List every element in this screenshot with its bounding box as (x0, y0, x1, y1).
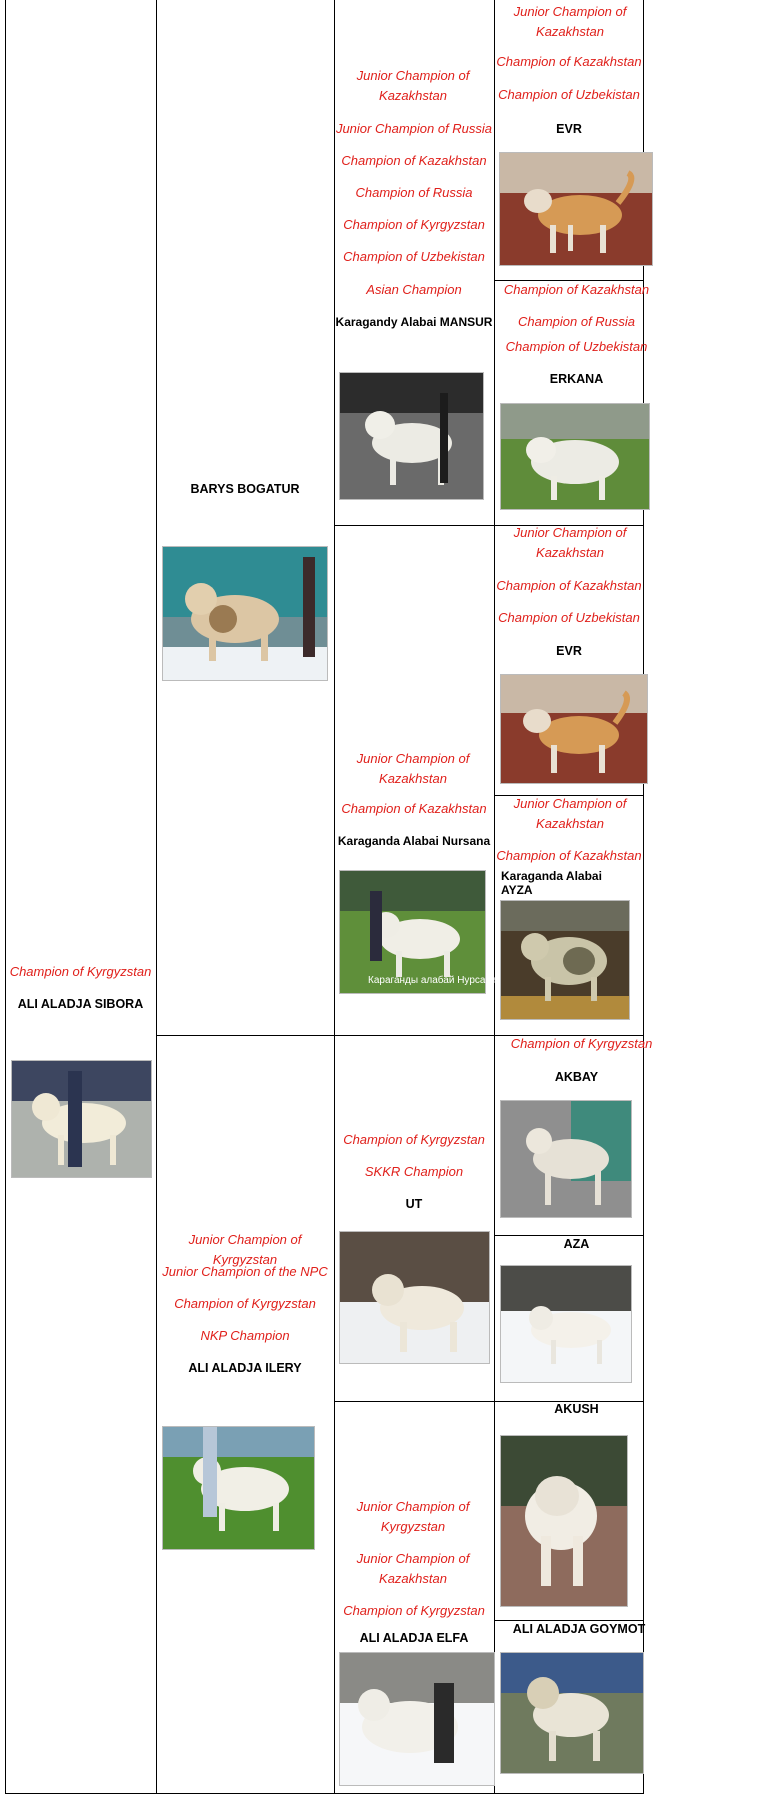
ancestor-title: Champion of Kazakhstan (503, 282, 650, 297)
ancestor-title: Champion of Kazakhstan (341, 801, 487, 816)
dog-photo (500, 1435, 628, 1607)
table-border-right (643, 0, 644, 1793)
ancestor-name: UT (405, 1197, 423, 1211)
ancestor-title: Champion of Uzbekistan (498, 87, 640, 102)
ancestor-name: EVR (556, 644, 582, 658)
dog-photo (500, 674, 648, 784)
ancestor-title: Champion of Russia (355, 185, 473, 200)
dog-photo (499, 152, 653, 266)
ancestor-name: ALI ALADJA GOYMOT (512, 1622, 646, 1636)
column-divider-1 (156, 0, 157, 1793)
ancestor-title: Asian Champion (366, 282, 462, 297)
row-divider-col4-5 (494, 1235, 644, 1236)
ancestor-name: AKBAY (554, 1070, 599, 1084)
ancestor-title: Junior Champion of Kazakhstan (356, 1551, 470, 1586)
ancestor-title: Junior Champion of Russia (335, 121, 493, 136)
ancestor-title: Junior Champion of Kyrgyzstan (356, 1499, 470, 1534)
dog-photo (500, 900, 630, 1020)
ancestor-title: Champion of Kyrgyzstan (343, 1603, 485, 1618)
ancestor-title: Champion of Russia (517, 314, 636, 329)
ancestor-title: Champion of Kyrgyzstan (343, 1132, 485, 1147)
ancestor-title: Champion of Kazakhstan (496, 848, 642, 863)
dog-photo (162, 546, 328, 681)
ancestor-name: ERKANA (549, 372, 604, 386)
row-divider-col4-7 (494, 1620, 644, 1621)
ancestor-name: BARYS BOGATUR (190, 482, 300, 496)
ancestor-title: Champion of Kazakhstan (496, 54, 642, 69)
ancestor-title: Champion of Kazakhstan (496, 578, 642, 593)
table-border-bottom (5, 1793, 644, 1794)
ancestor-title: Champion of Kyrgyzstan (510, 1036, 653, 1051)
ancestor-name: Karaganda Alabai AYZA (501, 869, 602, 897)
ancestor-title: Junior Champion of Kazakhstan (513, 4, 627, 39)
ancestor-name: EVR (556, 122, 582, 136)
ancestor-name: AKUSH (554, 1402, 599, 1416)
ancestor-title: Junior Champion of the NPC (162, 1264, 328, 1279)
photo-caption: Караганды алабай Нурсана (368, 975, 497, 986)
ancestor-name: ALI ALADJA ILERY (188, 1361, 302, 1375)
ancestor-name: Karaganda Alabai Nursana (337, 834, 491, 848)
ancestor-title: Champion of Kazakhstan (341, 153, 487, 168)
table-border-left (5, 0, 6, 1793)
dog-photo (339, 1652, 495, 1786)
ancestor-title: Champion of Kyrgyzstan (343, 217, 485, 232)
ancestor-title: Junior Champion of Kazakhstan (513, 525, 627, 560)
ancestor-title: SKKR Champion (364, 1164, 464, 1179)
dog-photo (500, 1652, 644, 1774)
ancestor-title: Champion of Kyrgyzstan (174, 1296, 316, 1311)
dog-photo (11, 1060, 152, 1178)
ancestor-title: Junior Champion of Kazakhstan (356, 751, 470, 786)
column-divider-2 (334, 0, 335, 1793)
ancestor-name: Karagandy Alabai MANSUR (335, 315, 493, 329)
dog-photo (162, 1426, 315, 1550)
dog-photo (339, 1231, 490, 1364)
ancestor-title: Junior Champion of Kyrgyzstan (188, 1232, 302, 1267)
ancestor-name: ALI ALADJA ELFA (359, 1631, 469, 1645)
subject-name: ALI ALADJA SIBORA (17, 997, 144, 1011)
dog-photo (500, 1265, 632, 1383)
dog-photo (339, 372, 484, 500)
ancestor-title: Junior Champion of Kazakhstan (356, 68, 470, 103)
ancestor-title: Junior Champion of Kazakhstan (513, 796, 627, 831)
dog-photo (500, 1100, 632, 1218)
ancestor-title: Champion of Uzbekistan (343, 249, 485, 264)
dog-photo (500, 403, 650, 510)
column-divider-3 (494, 0, 495, 1793)
ancestor-title: Champion of Uzbekistan (498, 610, 640, 625)
ancestor-name: AZA (563, 1237, 590, 1251)
ancestor-title: NKP Champion (200, 1328, 290, 1343)
subject-title: Champion of Kyrgyzstan (9, 964, 152, 979)
ancestor-title: Champion of Uzbekistan (505, 339, 648, 354)
